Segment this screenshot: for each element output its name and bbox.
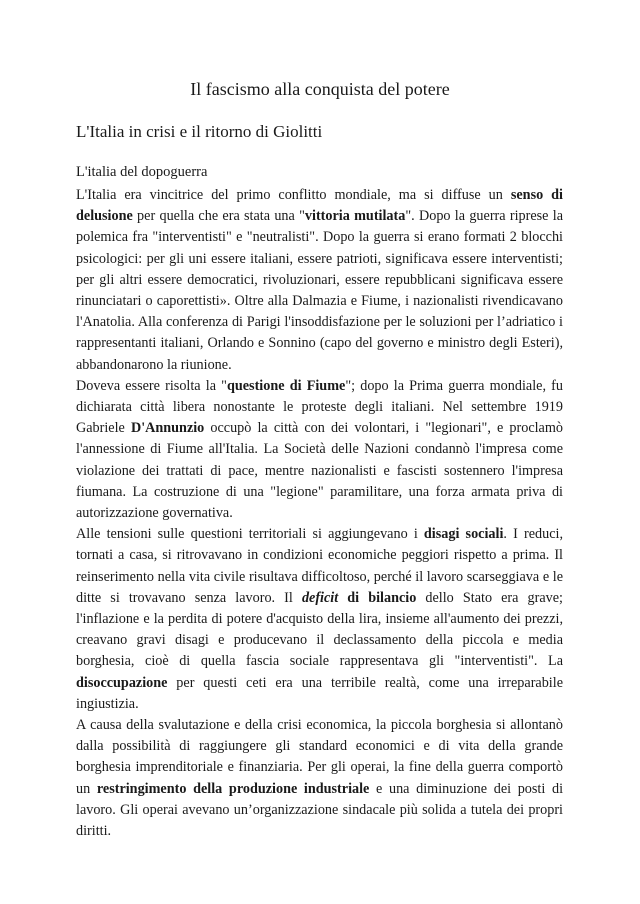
text-run: per questi ceti era una terribile realtà, come una irreparabile ingiustizia.	[76, 674, 563, 712]
bold-term: vittoria mutilata	[304, 208, 406, 225]
text-run: Doveva essere risolta la "	[76, 377, 227, 394]
text-run: e una diminuzione dei posti di lavoro. Gli operai avevano un’organizzazione sindacale più solida a tutela dei propri diritti.	[76, 780, 564, 840]
paragraph	[76, 376, 563, 524]
bold-term: D'Annunzio	[130, 420, 205, 437]
text-run: occupò la città con dei volontari, i "legionari", e proclamò l'annessione di Fiume all'Italia. La Società delle Nazioni condannò l'impresa come violazione dei trattati di pace, mentre nazionalisti e fascisti sostennero l'impresa fiumana. La costruzione di una "legione" paramilitare, una forza armata priva di autorizzazione governativa.	[76, 420, 563, 522]
bold-term	[302, 590, 338, 606]
text-run: . I reduci, tornati a casa, si ritrovavano in condizioni economiche peggiori rispetto a prima. Il reinserimento nella vita civile risultava difficoltoso, perché il lavoro scarseggiava e le ditte si trovavano senza lavoro. Il	[76, 526, 563, 606]
bold-term: senso di delusione	[76, 187, 564, 225]
paragraph	[76, 524, 563, 715]
paragraph	[76, 715, 563, 842]
document-title: Il fascismo alla conquista del potere	[190, 79, 450, 99]
text-run: Alle tensioni sulle questioni territoriali si aggiungevano i	[76, 526, 424, 543]
text-run: "; dopo la Prima guerra mondiale, fu dichiarata città libera nonostante le proteste degli italiani. Nel settembre 1919 Gabriele	[76, 377, 563, 437]
body-text	[76, 185, 563, 842]
bold-term: disoccupazione	[76, 674, 168, 691]
text-run: dello Stato era grave; l'inflazione e la perdita di potere d'acquisto della lira, insieme all'aumento dei prezzi, creavano gravi disagi e producevano il declassamento della piccola e media borghesia, cioè di quella fascia sociale rappresentava gli "interventisti". La	[76, 589, 563, 670]
text-run: A causa della svalutazione e della crisi economica, la piccola borghesia si allontanò dalla possibilità di raggiungere gli standard economici e di vita della grande borghesia imprenditoriale e finanziaria. Per gli operai, la fine della guerra comportò un	[76, 717, 563, 797]
section-heading: L'Italia in crisi e il ritorno di Giolitti	[76, 122, 323, 141]
paragraph	[76, 185, 563, 376]
bold-term: restringimento della produzione industriale	[96, 780, 370, 797]
bold-term: questione di Fiume	[226, 377, 346, 394]
subsection-heading: L'italia del dopoguerra	[76, 164, 208, 180]
bold-term: di bilancio	[338, 589, 417, 606]
text-run: per quella che era stata una "	[132, 208, 305, 225]
bold-term: disagi sociali	[423, 526, 504, 543]
bold-italic-text: deficit	[301, 589, 339, 606]
text-run: L'Italia era vincitrice del primo conflitto mondiale, ma si diffuse un	[76, 187, 511, 203]
text-run: ". Dopo la guerra riprese la polemica fra "interventisti" e "neutralisti". Dopo la guerra si erano formati 2 blocchi psicologici: per gli uni essere italiani, essere patrioti, significava essere interventisti; per gli altri essere democratici, rivoluzionari, essere repubblicani significava essere rinunciatari o caporettisti». Oltre alla Dalmazia e Fiume, i nazionalisti rivendicavano l'Anatolia. Alla conferenza di Parigi l'insoddisfazione per le soluzioni per l’adriatico i rappresentanti italiani, Orlando e Sonnino (capo del governo e ministro degli Esteri), abbandonarono la riunione.	[76, 208, 563, 373]
